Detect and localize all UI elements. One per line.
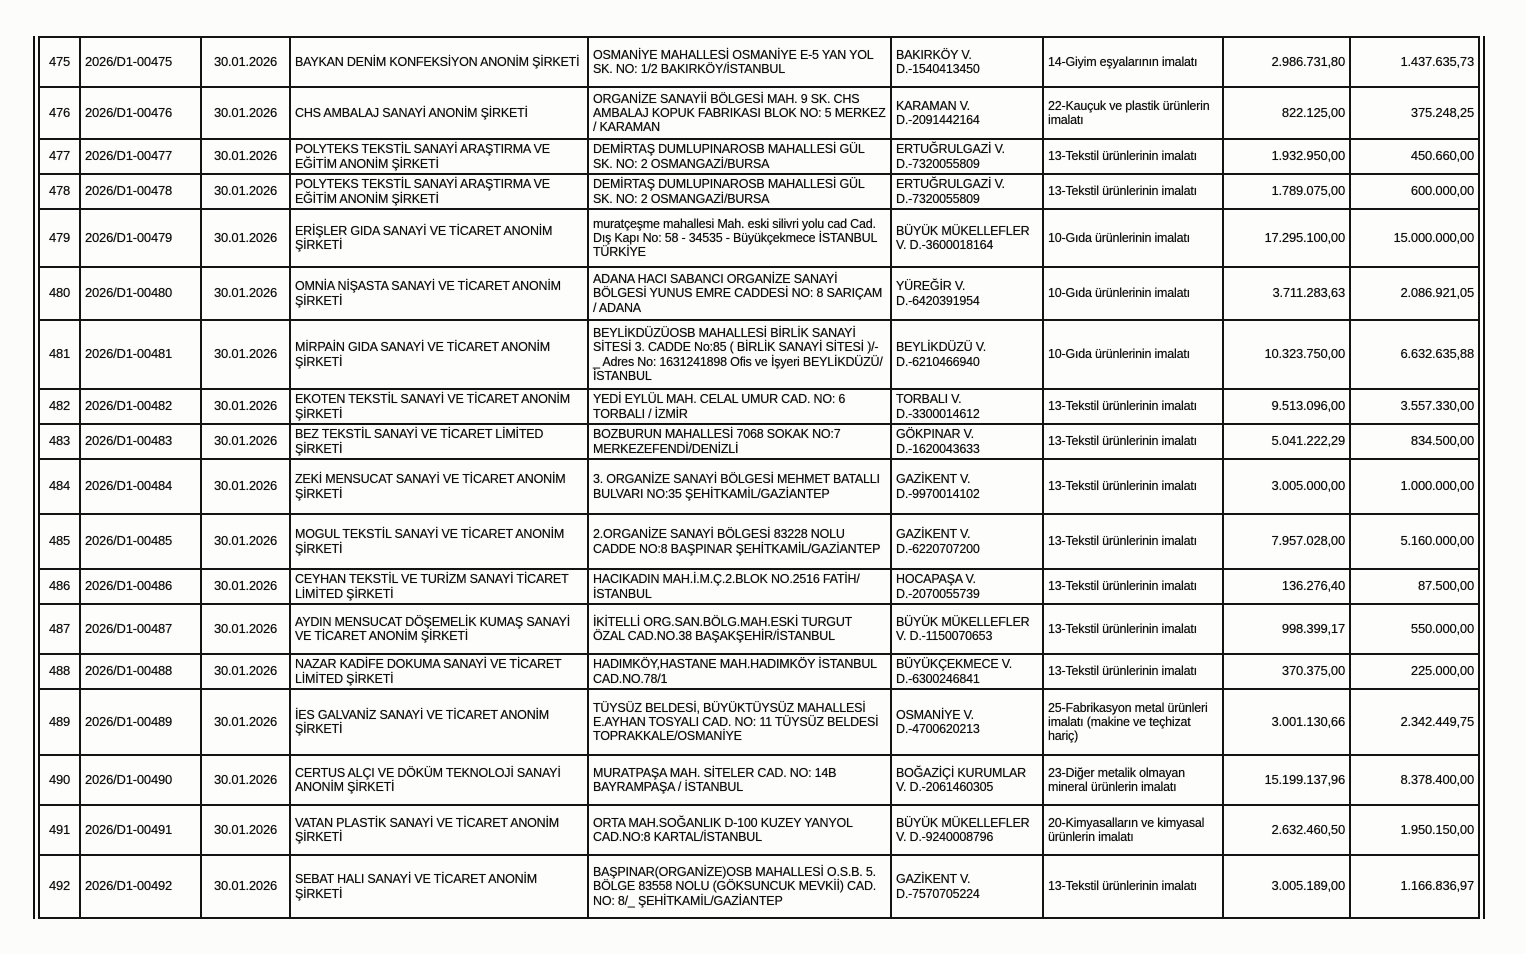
table-row xyxy=(39,755,1479,805)
date: 30.01.2026 xyxy=(201,424,290,459)
activity-description: 13-Tekstil ürünlerinin imalatı xyxy=(1043,139,1223,174)
tax-office: TORBALI V. D.-3300014612 xyxy=(891,389,1043,424)
tax-office: OSMANİYE V. D.-4700620213 xyxy=(891,689,1043,755)
activity-description: 10-Gıda ürünlerinin imalatı xyxy=(1043,320,1223,389)
amount-secondary: 1.000.000,00 xyxy=(1350,459,1479,514)
row-number: 476 xyxy=(39,87,80,139)
company-address: ORGANİZE SANAYİİ BÖLGESİ MAH. 9 SK. CHS AMBALAJ KOPUK FABRIKASI BLOK NO: 5 MERKEZ / KARAMAN xyxy=(588,87,891,139)
company-address: 2.ORGANİZE SANAYİ BÖLGESİ 83228 NOLU CADDE NO:8 BAŞPINAR ŞEHİTKAMİL/GAZİANTEP xyxy=(588,514,891,569)
amount-secondary: 450.660,00 xyxy=(1350,139,1479,174)
row-number: 480 xyxy=(39,267,80,320)
row-number: 477 xyxy=(39,139,80,174)
company-address: TÜYSÜZ BELDESİ, BÜYÜKTÜYSÜZ MAHALLESİ E.AYHAN TOSYALI CAD. NO: 11 TÜYSÜZ BELDESİ TOPRAKKALE/OSMANİYE xyxy=(588,689,891,755)
row-number: 486 xyxy=(39,569,80,604)
amount-primary: 136.276,40 xyxy=(1223,569,1350,604)
table-row xyxy=(39,320,1479,389)
document-number: 2026/D1-00476 xyxy=(80,87,201,139)
date: 30.01.2026 xyxy=(201,267,290,320)
company-address: muratçeşme mahallesi Mah. eski silivri yolu cad Cad. Dış Kapı No: 58 - 34535 - Büyükçekmece İSTANBUL TÜRKİYE xyxy=(588,209,891,267)
row-number: 491 xyxy=(39,805,80,855)
amount-secondary: 6.632.635,88 xyxy=(1350,320,1479,389)
company-name: BEZ TEKSTİL SANAYİ VE TİCARET LİMİTED ŞİRKETİ xyxy=(290,424,588,459)
company-name: BAYKAN DENİM KONFEKSİYON ANONİM ŞİRKETİ xyxy=(290,37,588,87)
row-number: 492 xyxy=(39,855,80,918)
date: 30.01.2026 xyxy=(201,139,290,174)
document-number: 2026/D1-00477 xyxy=(80,139,201,174)
amount-secondary: 5.160.000,00 xyxy=(1350,514,1479,569)
amount-secondary: 1.950.150,00 xyxy=(1350,805,1479,855)
company-name: POLYTEKS TEKSTİL SANAYİ ARAŞTIRMA VE EĞİTİM ANONİM ŞİRKETİ xyxy=(290,174,588,209)
amount-secondary: 3.557.330,00 xyxy=(1350,389,1479,424)
date: 30.01.2026 xyxy=(201,855,290,918)
company-name: CHS AMBALAJ SANAYİ ANONİM ŞİRKETİ xyxy=(290,87,588,139)
activity-description: 13-Tekstil ürünlerinin imalatı xyxy=(1043,604,1223,654)
document-number: 2026/D1-00487 xyxy=(80,604,201,654)
company-address: HADIMKÖY,HASTANE MAH.HADIMKÖY İSTANBUL CAD.NO.78/1 xyxy=(588,654,891,689)
company-name: ERİŞLER GIDA SANAYİ VE TİCARET ANONİM ŞİRKETİ xyxy=(290,209,588,267)
registry-table-body xyxy=(39,37,1479,918)
company-name: VATAN PLASTİK SANAYİ VE TİCARET ANONİM ŞİRKETİ xyxy=(290,805,588,855)
amount-primary: 3.005.000,00 xyxy=(1223,459,1350,514)
amount-primary: 822.125,00 xyxy=(1223,87,1350,139)
document-number: 2026/D1-00479 xyxy=(80,209,201,267)
date: 30.01.2026 xyxy=(201,87,290,139)
company-name: ZEKİ MENSUCAT SANAYİ VE TİCARET ANONİM ŞİRKETİ xyxy=(290,459,588,514)
tax-office: GAZİKENT V. D.-7570705224 xyxy=(891,855,1043,918)
activity-description: 22-Kauçuk ve plastik ürünlerin imalatı xyxy=(1043,87,1223,139)
table-row xyxy=(39,855,1479,918)
amount-secondary: 1.437.635,73 xyxy=(1350,37,1479,87)
amount-primary: 3.005.189,00 xyxy=(1223,855,1350,918)
company-name: NAZAR KADİFE DOKUMA SANAYİ VE TİCARET LİMİTED ŞİRKETİ xyxy=(290,654,588,689)
company-name: İES GALVANİZ SANAYİ VE TİCARET ANONİM ŞİRKETİ xyxy=(290,689,588,755)
row-number: 490 xyxy=(39,755,80,805)
activity-description: 25-Fabrikasyon metal ürünleri imalatı (makine ve teçhizat hariç) xyxy=(1043,689,1223,755)
date: 30.01.2026 xyxy=(201,37,290,87)
document-number: 2026/D1-00491 xyxy=(80,805,201,855)
company-address: ADANA HACI SABANCI ORGANİZE SANAYİ BÖLGESİ YUNUS EMRE CADDESİ NO: 8 SARIÇAM / ADANA xyxy=(588,267,891,320)
amount-secondary: 375.248,25 xyxy=(1350,87,1479,139)
row-number: 481 xyxy=(39,320,80,389)
company-name: CEYHAN TEKSTİL VE TURİZM SANAYİ TİCARET LİMİTED ŞİRKETİ xyxy=(290,569,588,604)
amount-secondary: 87.500,00 xyxy=(1350,569,1479,604)
amount-primary: 3.001.130,66 xyxy=(1223,689,1350,755)
activity-description: 13-Tekstil ürünlerinin imalatı xyxy=(1043,389,1223,424)
amount-primary: 3.711.283,63 xyxy=(1223,267,1350,320)
document-number: 2026/D1-00481 xyxy=(80,320,201,389)
amount-secondary: 1.166.836,97 xyxy=(1350,855,1479,918)
row-number: 478 xyxy=(39,174,80,209)
tax-office: ERTUĞRULGAZİ V. D.-7320055809 xyxy=(891,174,1043,209)
date: 30.01.2026 xyxy=(201,389,290,424)
tax-office: BÜYÜK MÜKELLEFLER V. D.-1150070653 xyxy=(891,604,1043,654)
tax-office: KARAMAN V. D.-2091442164 xyxy=(891,87,1043,139)
tax-office: GÖKPINAR V. D.-1620043633 xyxy=(891,424,1043,459)
amount-secondary: 225.000,00 xyxy=(1350,654,1479,689)
activity-description: 20-Kimyasalların ve kimyasal ürünlerin imalatı xyxy=(1043,805,1223,855)
date: 30.01.2026 xyxy=(201,514,290,569)
amount-secondary: 600.000,00 xyxy=(1350,174,1479,209)
company-address: YEDİ EYLÜL MAH. CELAL UMUR CAD. NO: 6 TORBALI / İZMİR xyxy=(588,389,891,424)
table-row xyxy=(39,689,1479,755)
date: 30.01.2026 xyxy=(201,755,290,805)
table-row xyxy=(39,569,1479,604)
activity-description: 13-Tekstil ürünlerinin imalatı xyxy=(1043,174,1223,209)
company-address: DEMİRTAŞ DUMLUPINAROSB MAHALLESİ GÜL SK. NO: 2 OSMANGAZİ/BURSA xyxy=(588,139,891,174)
company-name: POLYTEKS TEKSTİL SANAYİ ARAŞTIRMA VE EĞİTİM ANONİM ŞİRKETİ xyxy=(290,139,588,174)
company-address: MURATPAŞA MAH. SİTELER CAD. NO: 14B BAYRAMPAŞA / İSTANBUL xyxy=(588,755,891,805)
table-row xyxy=(39,209,1479,267)
table-row xyxy=(39,37,1479,87)
company-address: HACIKADIN MAH.İ.M.Ç.2.BLOK NO.2516 FATİH/İSTANBUL xyxy=(588,569,891,604)
table-row xyxy=(39,139,1479,174)
row-number: 479 xyxy=(39,209,80,267)
date: 30.01.2026 xyxy=(201,805,290,855)
document-number: 2026/D1-00483 xyxy=(80,424,201,459)
tax-office: YÜREĞİR V. D.-6420391954 xyxy=(891,267,1043,320)
company-registry-table xyxy=(38,36,1480,919)
amount-primary: 7.957.028,00 xyxy=(1223,514,1350,569)
company-address: BOZBURUN MAHALLESİ 7068 SOKAK NO:7 MERKEZEFENDİ/DENİZLİ xyxy=(588,424,891,459)
row-number: 475 xyxy=(39,37,80,87)
tax-office: BAKIRKÖY V. D.-1540413450 xyxy=(891,37,1043,87)
tax-office: BÜYÜK MÜKELLEFLER V. D.-9240008796 xyxy=(891,805,1043,855)
tax-office: BÜYÜKÇEKMECE V. D.-6300246841 xyxy=(891,654,1043,689)
table-row xyxy=(39,267,1479,320)
date: 30.01.2026 xyxy=(201,320,290,389)
activity-description: 23-Diğer metalik olmayan mineral ürünlerin imalatı xyxy=(1043,755,1223,805)
activity-description: 13-Tekstil ürünlerinin imalatı xyxy=(1043,654,1223,689)
company-name: MİRPAİN GIDA SANAYİ VE TİCARET ANONİM ŞİRKETİ xyxy=(290,320,588,389)
company-name: SEBAT HALI SANAYİ VE TİCARET ANONİM ŞİRKETİ xyxy=(290,855,588,918)
company-address: İKİTELLİ ORG.SAN.BÖLG.MAH.ESKİ TURGUT ÖZAL CAD.NO.38 BAŞAKŞEHİR/İSTANBUL xyxy=(588,604,891,654)
tax-office: GAZİKENT V. D.-6220707200 xyxy=(891,514,1043,569)
row-number: 489 xyxy=(39,689,80,755)
document-number: 2026/D1-00478 xyxy=(80,174,201,209)
activity-description: 10-Gıda ürünlerinin imalatı xyxy=(1043,209,1223,267)
registry-table-wrapper xyxy=(33,36,1485,919)
document-number: 2026/D1-00480 xyxy=(80,267,201,320)
activity-description: 13-Tekstil ürünlerinin imalatı xyxy=(1043,424,1223,459)
date: 30.01.2026 xyxy=(201,604,290,654)
company-address: BAŞPINAR(ORGANİZE)OSB MAHALLESİ O.S.B. 5. BÖLGE 83558 NOLU (GÖKSUNCUK MEVKİİ) CAD. NO: 8/_ ŞEHİTKAMİL/GAZİANTEP xyxy=(588,855,891,918)
amount-primary: 1.789.075,00 xyxy=(1223,174,1350,209)
tax-office: BOĞAZİÇİ KURUMLAR V. D.-2061460305 xyxy=(891,755,1043,805)
row-number: 485 xyxy=(39,514,80,569)
amount-secondary: 2.086.921,05 xyxy=(1350,267,1479,320)
table-row xyxy=(39,604,1479,654)
company-address: OSMANİYE MAHALLESİ OSMANİYE E-5 YAN YOL SK. NO: 1/2 BAKIRKÖY/İSTANBUL xyxy=(588,37,891,87)
table-row xyxy=(39,459,1479,514)
tax-office: GAZİKENT V. D.-9970014102 xyxy=(891,459,1043,514)
row-number: 488 xyxy=(39,654,80,689)
company-address: 3. ORGANİZE SANAYİ BÖLGESİ MEHMET BATALLI BULVARI NO:35 ŞEHİTKAMİL/GAZİANTEP xyxy=(588,459,891,514)
row-number: 484 xyxy=(39,459,80,514)
amount-secondary: 550.000,00 xyxy=(1350,604,1479,654)
tax-office: BEYLİKDÜZÜ V. D.-6210466940 xyxy=(891,320,1043,389)
table-row xyxy=(39,87,1479,139)
amount-secondary: 834.500,00 xyxy=(1350,424,1479,459)
table-row xyxy=(39,424,1479,459)
activity-description: 13-Tekstil ürünlerinin imalatı xyxy=(1043,459,1223,514)
date: 30.01.2026 xyxy=(201,209,290,267)
activity-description: 14-Giyim eşyalarının imalatı xyxy=(1043,37,1223,87)
document-number: 2026/D1-00485 xyxy=(80,514,201,569)
company-address: DEMİRTAŞ DUMLUPINAROSB MAHALLESİ GÜL SK. NO: 2 OSMANGAZİ/BURSA xyxy=(588,174,891,209)
activity-description: 13-Tekstil ürünlerinin imalatı xyxy=(1043,514,1223,569)
company-name: OMNİA NİŞASTA SANAYİ VE TİCARET ANONİM ŞİRKETİ xyxy=(290,267,588,320)
amount-primary: 2.986.731,80 xyxy=(1223,37,1350,87)
document-number: 2026/D1-00490 xyxy=(80,755,201,805)
table-row xyxy=(39,389,1479,424)
row-number: 482 xyxy=(39,389,80,424)
document-number: 2026/D1-00486 xyxy=(80,569,201,604)
activity-description: 13-Tekstil ürünlerinin imalatı xyxy=(1043,569,1223,604)
date: 30.01.2026 xyxy=(201,654,290,689)
row-number: 487 xyxy=(39,604,80,654)
amount-primary: 1.932.950,00 xyxy=(1223,139,1350,174)
amount-secondary: 8.378.400,00 xyxy=(1350,755,1479,805)
document-number: 2026/D1-00475 xyxy=(80,37,201,87)
date: 30.01.2026 xyxy=(201,569,290,604)
amount-primary: 10.323.750,00 xyxy=(1223,320,1350,389)
document-number: 2026/D1-00489 xyxy=(80,689,201,755)
table-row xyxy=(39,514,1479,569)
tax-office: BÜYÜK MÜKELLEFLER V. D.-3600018164 xyxy=(891,209,1043,267)
amount-secondary: 2.342.449,75 xyxy=(1350,689,1479,755)
amount-primary: 15.199.137,96 xyxy=(1223,755,1350,805)
date: 30.01.2026 xyxy=(201,174,290,209)
date: 30.01.2026 xyxy=(201,459,290,514)
table-row xyxy=(39,654,1479,689)
amount-primary: 998.399,17 xyxy=(1223,604,1350,654)
activity-description: 13-Tekstil ürünlerinin imalatı xyxy=(1043,855,1223,918)
document-number: 2026/D1-00482 xyxy=(80,389,201,424)
table-row xyxy=(39,805,1479,855)
document-number: 2026/D1-00488 xyxy=(80,654,201,689)
tax-office: ERTUĞRULGAZİ V. D.-7320055809 xyxy=(891,139,1043,174)
company-name: MOGUL TEKSTİL SANAYİ VE TİCARET ANONİM ŞİRKETİ xyxy=(290,514,588,569)
amount-secondary: 15.000.000,00 xyxy=(1350,209,1479,267)
table-row xyxy=(39,174,1479,209)
activity-description: 10-Gıda ürünlerinin imalatı xyxy=(1043,267,1223,320)
row-number: 483 xyxy=(39,424,80,459)
company-name: EKOTEN TEKSTİL SANAYİ VE TİCARET ANONİM ŞİRKETİ xyxy=(290,389,588,424)
company-name: CERTUS ALÇI VE DÖKÜM TEKNOLOJİ SANAYİ ANONİM ŞİRKETİ xyxy=(290,755,588,805)
amount-primary: 17.295.100,00 xyxy=(1223,209,1350,267)
amount-primary: 5.041.222,29 xyxy=(1223,424,1350,459)
document-number: 2026/D1-00484 xyxy=(80,459,201,514)
amount-primary: 2.632.460,50 xyxy=(1223,805,1350,855)
amount-primary: 370.375,00 xyxy=(1223,654,1350,689)
company-address: BEYLİKDÜZÜOSB MAHALLESİ BİRLİK SANAYİ SİTESİ 3. CADDE No:85 ( BİRLİK SANAYİ SİTESİ )/- _ Adres No: 1631241898 Ofis ve İşyeri BEYLİKDÜZÜ/İSTANBUL xyxy=(588,320,891,389)
date: 30.01.2026 xyxy=(201,689,290,755)
amount-primary: 9.513.096,00 xyxy=(1223,389,1350,424)
company-address: ORTA MAH.SOĞANLIK D-100 KUZEY YANYOL CAD.NO:8 KARTAL/İSTANBUL xyxy=(588,805,891,855)
document-number: 2026/D1-00492 xyxy=(80,855,201,918)
company-name: AYDIN MENSUCAT DÖŞEMELİK KUMAŞ SANAYİ VE TİCARET ANONİM ŞİRKETİ xyxy=(290,604,588,654)
tax-office: HOCAPAŞA V. D.-2070055739 xyxy=(891,569,1043,604)
